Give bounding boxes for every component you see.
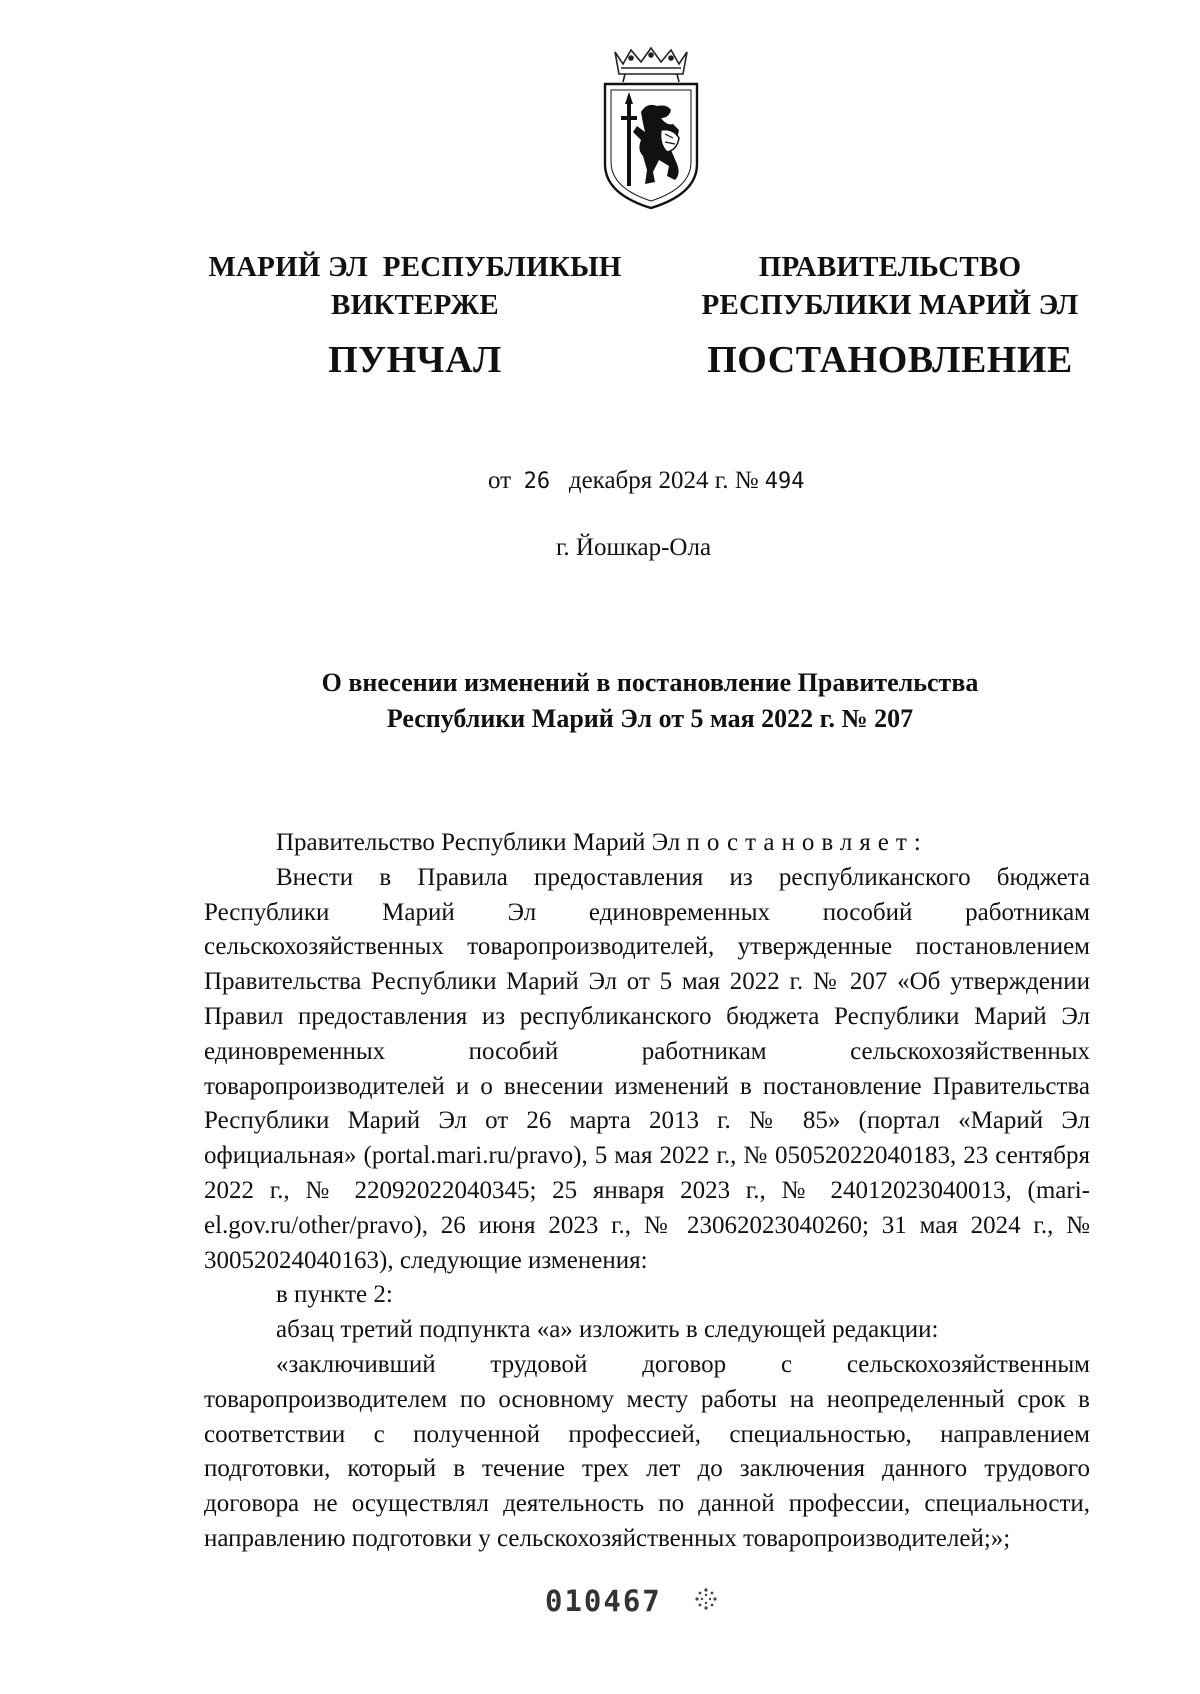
document-body: [204, 826, 1090, 1557]
body-paragraph-5: «заключивший трудовой договор с сельскохозяйственным товаропроизводителем по основному месту работы на неопределенный срок в соответствии с полученной профессией, специальностью, направлением подготовки, который в течение трех лет до заключения данного трудового договора не осуществлял деятельность по данной профессии, специальности, направлению подготовки у сельскохозяйственных товаропроизводителей;»;: [204, 1350, 1090, 1552]
header-right-title: ПОСТАНОВЛЕНИЕ: [707, 339, 1073, 381]
header-right-line2: РЕСПУБЛИКИ МАРИЙ ЭЛ: [701, 289, 1079, 321]
document-title: [200, 665, 1100, 737]
header-right-block: [690, 248, 1090, 382]
header-left-line1: МАРИЙ ЭЛ РЕСПУБЛИКЫН: [208, 251, 622, 283]
form-serial-number: 010467: [545, 1584, 662, 1618]
asterisk-mark-icon: [693, 1586, 719, 1612]
date-day: 26: [523, 469, 551, 494]
header-right-line1: ПРАВИТЕЛЬСТВО: [758, 251, 1022, 283]
title-line1: О внесении изменений в постановление Правительства: [321, 668, 979, 697]
document-city: г. Йошкар-Ола: [556, 534, 712, 561]
document-number: 494: [764, 469, 805, 494]
body-paragraph-3: в пункте 2:: [276, 1281, 393, 1309]
body-paragraph-2: Внести в Правила предоставления из республиканского бюджета Республики Марий Эл единовременных пособий работникам сельскохозяйственных товаропроизводителей, утвержденные постановлением Правительства Республики Марий Эл от 5 мая 2022 г. № 207 «Об утверждении Правил предоставления из республиканского бюджета Республики Марий Эл единовременных пособий работникам сельскохозяйственных товаропроизводителей и о внесении изменений в постановление Правительства Республики Марий Эл от 26 марта 2013 г. № 85» (портал «Марий Эл официальная» (portal.mari.ru/pravo), 5 мая 2022 г., № 05052022040183, 23 сентября 2022 г., № 22092022040345; 25 января 2023 г., № 24012023040013, (mari-el.gov.ru/other/pravo), 26 июня 2023 г., № 23062023040260; 31 мая 2024 г., № 30052024040163), следующие изменения:: [204, 863, 1090, 1274]
header-left-line2: ВИКТЕРЖЕ: [331, 289, 499, 321]
body-p1-spaced: постановляет:: [686, 829, 928, 856]
body-p1-start: Правительство Республики Марий Эл: [276, 829, 687, 856]
body-paragraph-1: [204, 826, 1090, 861]
header-left-title: ПУНЧАЛ: [328, 339, 502, 381]
date-prefix: от: [488, 467, 512, 494]
coat-of-arms-icon: [597, 46, 705, 212]
title-line2: Республики Марий Эл от 5 мая 2022 г. № 207: [386, 704, 914, 733]
document-date: [488, 467, 805, 495]
date-middle: декабря 2024 г. №: [568, 467, 759, 494]
body-paragraph-4: абзац третий подпункта «а» изложить в следующей редакции:: [276, 1316, 939, 1344]
header-left-block: [190, 248, 640, 382]
